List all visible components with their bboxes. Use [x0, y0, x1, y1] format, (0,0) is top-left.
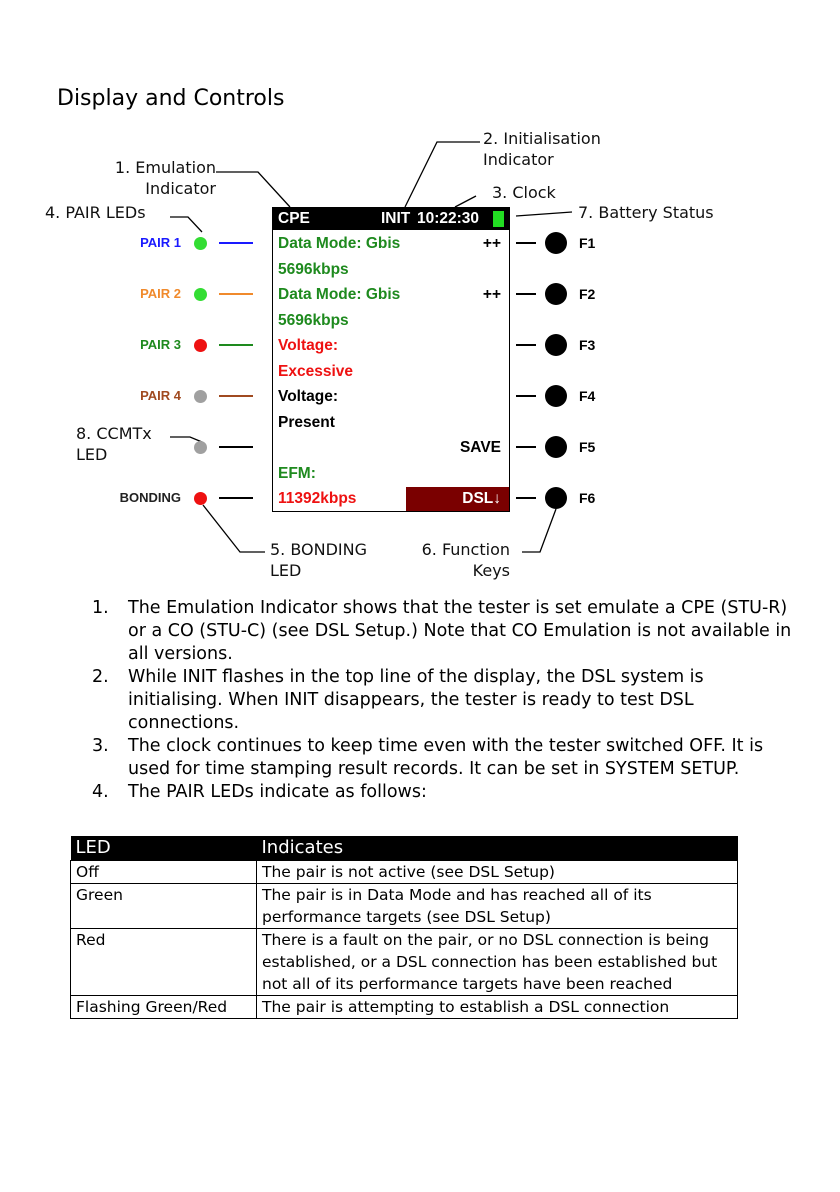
callout-ccmtx-line1: 8. CCMTx [76, 424, 152, 443]
note-item [92, 597, 792, 666]
function-key-label: F4 [579, 388, 596, 404]
callout-emulation-line1: 1. Emulation [114, 158, 216, 177]
leader-bonding [203, 505, 265, 552]
display-softkey-label: SAVE [459, 439, 501, 456]
fkey-connector-line [516, 344, 536, 346]
display-line: 11392kbps [278, 490, 357, 507]
callout-bonding [270, 539, 367, 581]
callout-emulation-line2: Indicator [145, 179, 216, 198]
display-line: 5696kbps [278, 311, 349, 329]
table-cell-led: Off [71, 861, 257, 884]
note-item [92, 666, 792, 735]
note-text: While INIT flashes in the top line of the display, the DSL system is initialising. When INIT disappears, the tester is ready to test DSL connections. [128, 667, 704, 733]
display-softkey-label: DSL↓ [462, 490, 501, 507]
init-indicator: INIT [381, 210, 411, 227]
function-key-f3[interactable] [545, 334, 567, 356]
led-label: PAIR 2 [140, 286, 181, 301]
table-cell-indicates: The pair is not active (see DSL Setup) [257, 861, 738, 884]
display-softkey-label: ++ [482, 235, 501, 252]
pair-led-table [70, 836, 738, 1019]
leader-init [405, 142, 480, 207]
display-line: Present [278, 413, 335, 431]
led-indicator [194, 288, 207, 301]
fkey-connector-line [516, 242, 536, 244]
table-row [71, 884, 738, 929]
display-line: Voltage: [278, 388, 338, 405]
table-row [71, 996, 738, 1019]
leader-fkeys [522, 509, 556, 552]
emulation-indicator: CPE [278, 210, 310, 227]
note-text: The Emulation Indicator shows that the tester is set emulate a CPE (STU-R) or a CO (STU-C) (see DSL Setup.) Note that CO Emulation is not available in all versions. [128, 598, 792, 664]
function-key-f2[interactable] [545, 283, 567, 305]
function-key-label: F3 [579, 337, 596, 353]
callout-init [483, 128, 601, 170]
table-cell-indicates: The pair is in Data Mode and has reached all of its performance targets (see DSL Setup) [257, 884, 738, 929]
function-key-f1[interactable] [545, 232, 567, 254]
leader-battery [516, 212, 572, 216]
leader-pair-leds [170, 217, 202, 232]
table-row [71, 861, 738, 884]
display-line: Excessive [278, 362, 353, 380]
function-key-label: F5 [579, 439, 596, 455]
tester-display [272, 207, 510, 512]
function-key-label: F2 [579, 286, 596, 302]
callout-fkeys-line1: 6. Function [421, 540, 510, 559]
led-label: PAIR 3 [140, 337, 181, 352]
led-connector-line [219, 497, 253, 499]
callout-emulation [96, 157, 216, 199]
table-header-indicates: Indicates [257, 836, 738, 861]
display-line: Data Mode: Gbis [278, 286, 401, 303]
note-number: 3. [92, 736, 109, 756]
table-cell-led: Flashing Green/Red [71, 996, 257, 1019]
note-number: 2. [92, 667, 109, 687]
led-indicator [194, 237, 207, 250]
note-number: 1. [92, 598, 109, 618]
callout-battery: 7. Battery Status [578, 203, 714, 222]
callout-ccmtx [76, 423, 152, 465]
fkey-connector-line [516, 446, 536, 448]
table-body [71, 861, 738, 1019]
fkey-connector-line [516, 293, 536, 295]
table-header-led: LED [71, 836, 257, 861]
page-heading: Display and Controls [57, 86, 285, 111]
function-key-f6[interactable] [545, 487, 567, 509]
led-indicator [194, 339, 207, 352]
note-text: The PAIR LEDs indicate as follows: [128, 782, 427, 802]
led-connector-line [219, 293, 253, 295]
clock: 10:22:30 [417, 210, 480, 227]
table-cell-indicates: The pair is attempting to establish a DSL connection [257, 996, 738, 1019]
table-cell-indicates: There is a fault on the pair, or no DSL connection is being established, or a DSL connection has been established but not all of its performance targets have been reached [257, 929, 738, 996]
callout-init-line2: Indicator [483, 150, 554, 169]
function-key-label: F6 [579, 490, 596, 506]
callout-bonding-line1: 5. BONDING [270, 540, 368, 559]
function-key-f4[interactable] [545, 385, 567, 407]
fkey-connector-line [516, 395, 536, 397]
battery-icon [493, 211, 504, 227]
note-text: The clock continues to keep time even with the tester switched OFF. It is used for time stamping result records. It can be set in SYSTEM SETUP. [128, 736, 764, 779]
function-key-label: F1 [579, 235, 596, 251]
leader-clock [455, 196, 476, 207]
display-line: 5696kbps [278, 260, 349, 278]
led-label: BONDING [119, 490, 181, 505]
leader-emulation [216, 172, 290, 207]
callout-pair-leds: 4. PAIR LEDs [45, 203, 146, 222]
callout-init-line1: 2. Initialisation [483, 129, 601, 148]
function-key-f5[interactable] [545, 436, 567, 458]
led-indicator [194, 492, 207, 505]
note-item [92, 735, 792, 781]
led-connector-line [219, 344, 253, 346]
table-row [71, 929, 738, 996]
led-connector-line [219, 242, 253, 244]
led-label: PAIR 1 [140, 235, 181, 250]
display-softkey-label: ++ [482, 286, 501, 303]
callout-bonding-line2: LED [270, 561, 302, 580]
callout-ccmtx-line2: LED [76, 445, 108, 464]
display-line: Data Mode: Gbis [278, 235, 401, 252]
callout-clock: 3. Clock [492, 183, 556, 202]
note-number: 4. [92, 782, 109, 802]
table-header-row [71, 836, 738, 861]
note-item [92, 781, 792, 804]
table-cell-led: Red [71, 929, 257, 996]
led-indicator [194, 441, 207, 454]
callout-fkeys-line2: Keys [472, 561, 510, 580]
display-line: EFM: [278, 464, 316, 482]
table-cell-led: Green [71, 884, 257, 929]
led-connector-line [219, 395, 253, 397]
fkey-connector-line [516, 497, 536, 499]
led-label: PAIR 4 [140, 388, 181, 403]
led-connector-line [219, 446, 253, 448]
display-status-bar [273, 208, 509, 230]
led-indicator [194, 390, 207, 403]
display-line: Voltage: [278, 337, 338, 354]
callout-fkeys [400, 539, 510, 581]
notes-list [92, 597, 792, 804]
